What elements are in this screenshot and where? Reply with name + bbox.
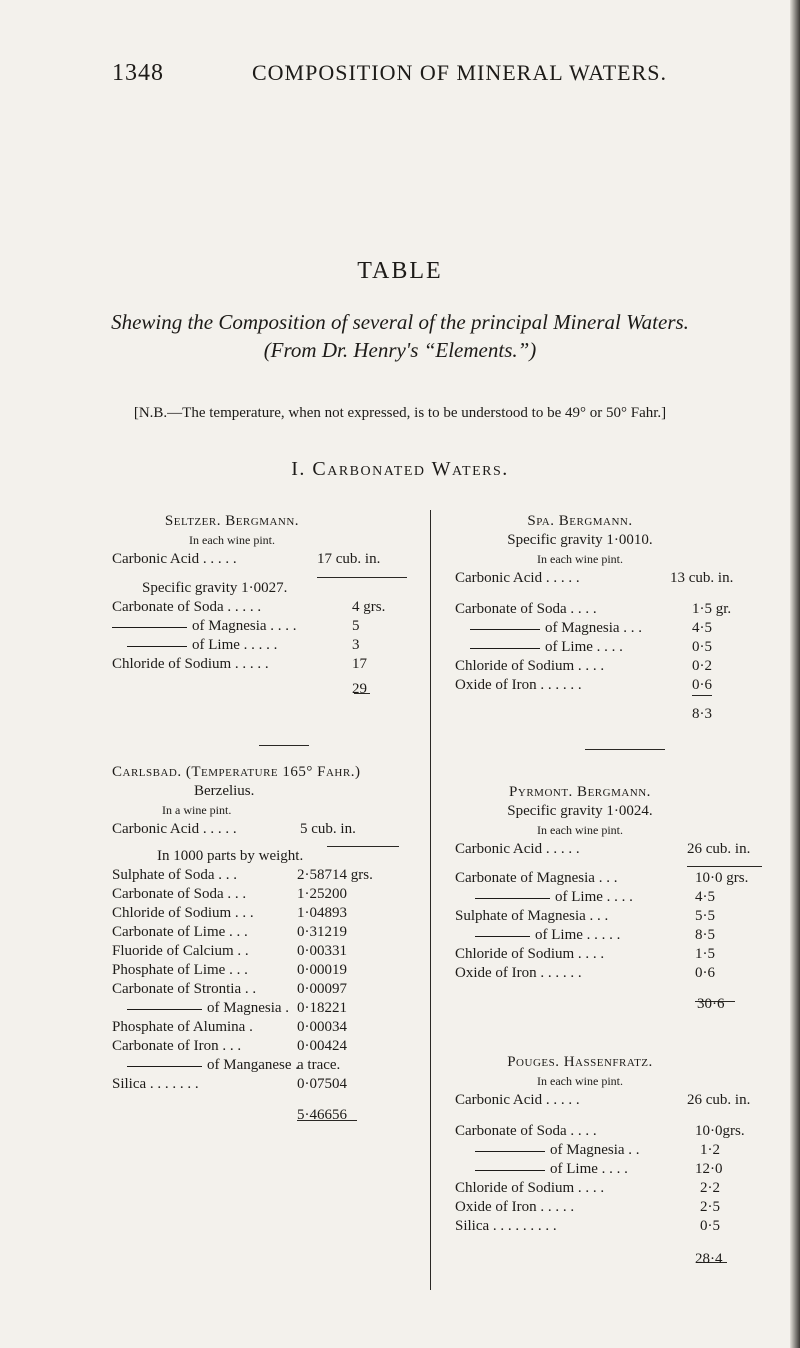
spa-row [455,676,775,695]
spa-row-label: of Lime . . . . [545,639,623,655]
pouges-row [455,1198,775,1217]
spa-gravity: Specific gravity 1·0010. [507,532,653,548]
carlsbad-row [112,942,422,961]
spa-row-label: Chloride of Sodium . . . . [455,658,605,674]
pyrmont-row [455,888,775,907]
carlsbad-row-value: 0·00097 [297,981,347,997]
spa-total-rule [692,695,712,696]
table-title: TABLE [357,258,443,284]
seltzer-rule [317,577,407,578]
page-edge-shadow [790,0,800,1348]
pyrmont-total-row [455,995,775,1014]
pyrmont-row-value: 1·5 [695,946,715,962]
seltzer-row-label: of Lime . . . . . [192,637,278,653]
pouges-row-value: 10·0grs. [695,1123,745,1139]
seltzer-row-label: of Magnesia . . . . [192,618,297,634]
carlsbad-row-value: 0·00034 [297,1019,347,1035]
pouges-row-label: Chloride of Sodium . . . . [455,1180,605,1196]
carlsbad-parts-row [112,847,422,866]
pyrmont-row [455,869,775,888]
pouges-acid-value: 26 cub. in. [687,1092,751,1108]
ditto-dash [475,1151,545,1152]
pouges-row [455,1141,775,1160]
carlsbad-row-label: Phosphate of Alumina . [112,1019,253,1035]
carlsbad-acid-value: 5 cub. in. [300,821,356,837]
seltzer-row [112,636,412,655]
seltzer-gravity-row [112,579,412,598]
carlsbad-row-value: 1·25200 [297,886,347,902]
pyrmont-acid-value: 26 cub. in. [687,841,751,857]
seltzer-total: 29 [352,681,367,697]
carlsbad-row [112,866,422,885]
carlsbad-row [112,1075,422,1094]
carlsbad-row [112,961,422,980]
pyrmont-row-label: Sulphate of Magnesia . . . [455,908,609,924]
carlsbad-row-label: of Manganese . [207,1057,300,1073]
carlsbad-row-value: a trace. [297,1057,341,1073]
pyrmont-rule [687,866,762,867]
carlsbad-row [112,999,422,1018]
pyrmont-row [455,964,775,983]
seltzer-row [112,617,412,636]
carlsbad-row-label: Phosphate of Lime . . . [112,962,248,978]
pyrmont-total: 30·6 [697,996,725,1012]
spa-row-value: 4·5 [692,620,712,636]
carlsbad-row-label: Chloride of Sodium . . . [112,905,254,921]
carlsbad-row-label: Sulphate of Soda . . . [112,867,237,883]
running-head: COMPOSITION OF MINERAL WATERS. [252,60,668,85]
subtitle-line-1: Shewing the Composition of several of the principal Mineral Waters. [111,310,689,334]
spa-row-value: 0·2 [692,658,712,674]
carlsbad-row-value: 0·00331 [297,943,347,959]
pyrmont-row [455,926,775,945]
carlsbad-row-label: Carbonate of Iron . . . [112,1038,242,1054]
pouges-measure: In each wine pint. [537,1074,623,1088]
seltzer-row [112,655,412,674]
pyrmont-row-label: Chloride of Sodium . . . . [455,946,605,962]
spa-row-value: 0·5 [692,639,712,655]
spa-row [455,657,775,676]
pouges-row [455,1160,775,1179]
pouges-row-value: 2·2 [700,1180,720,1196]
spa-row-value: 1·5 gr. [692,601,732,617]
pouges-heading: Pouges. Hassenfratz. [507,1054,653,1070]
carlsbad-row-label: Carbonate of Strontia . . [112,981,257,997]
spa-row-label: Carbonate of Soda . . . . [455,601,597,617]
ditto-dash [475,898,550,899]
ditto-dash [127,1066,202,1067]
spa-row-label: Oxide of Iron . . . . . . [455,677,582,693]
carlsbad-parts: In 1000 parts by weight. [157,848,304,864]
spa-block [455,512,775,724]
carlsbad-row [112,1018,422,1037]
section-title: I. Carbonated Waters. [291,458,509,480]
ditto-dash [127,1009,202,1010]
carlsbad-author: Berzelius. [194,783,255,799]
carlsbad-row [112,1037,422,1056]
pyrmont-row-value: 8·5 [695,927,715,943]
carlsbad-block [112,763,422,1125]
pyrmont-measure: In each wine pint. [537,823,623,837]
carlsbad-row-value: 0·00424 [297,1038,347,1054]
seltzer-total-row [112,680,412,699]
pyrmont-row-value: 5·5 [695,908,715,924]
pyrmont-row [455,907,775,926]
carlsbad-total-row [112,1106,422,1125]
carlsbad-row-label: Carbonate of Soda . . . [112,886,247,902]
ditto-dash [475,1170,545,1171]
spa-end-rule [585,749,665,750]
seltzer-row-value: 3 [352,637,360,653]
pyrmont-row-value: 10·0 grs. [695,870,749,886]
carlsbad-row-label: Silica . . . . . . . [112,1076,199,1092]
pyrmont-heading: Pyrmont. Bergmann. [509,784,651,800]
seltzer-block [112,512,412,699]
seltzer-gravity: Specific gravity 1·0027. [142,580,288,596]
carlsbad-row-value: 0·31219 [297,924,347,940]
spa-measure: In each wine pint. [537,552,623,566]
carlsbad-heading: Carlsbad. (Temperature 165° Fahr.) [112,764,361,780]
seltzer-row [112,598,412,617]
ditto-dash [475,936,530,937]
pouges-row-value: 12·0 [695,1161,723,1177]
pouges-acid-label: Carbonic Acid . . . . . [455,1092,580,1108]
ditto-dash [470,648,540,649]
seltzer-row-value: 5 [352,618,360,634]
spa-heading: Spa. Bergmann. [527,513,633,529]
ditto-dash [112,627,187,628]
ditto-dash [127,646,187,647]
pouges-total: 28·4 [695,1251,723,1267]
pyrmont-row-value: 0·6 [695,965,715,981]
pyrmont-row-value: 4·5 [695,889,715,905]
carlsbad-row [112,980,422,999]
seltzer-row-value: 4 grs. [352,599,386,615]
ditto-dash [470,629,540,630]
carlsbad-measure-row [112,801,422,820]
pouges-row-label: Carbonate of Soda . . . . [455,1123,597,1139]
seltzer-heading: Seltzer. Bergmann. [164,513,300,529]
carlsbad-acid-row [112,820,422,839]
spa-acid-label: Carbonic Acid . . . . . [455,570,580,586]
pouges-row [455,1217,775,1236]
pouges-row-label: Oxide of Iron . . . . . [455,1199,575,1215]
pouges-acid-row [455,1091,775,1110]
seltzer-end-rule [259,745,309,746]
pyrmont-row-label: Carbonate of Magnesia . . . [455,870,618,886]
pouges-row-label: Silica . . . . . . . . . [455,1218,557,1234]
carlsbad-row [112,1056,422,1075]
pyrmont-row-label: of Lime . . . . . [535,927,621,943]
column-divider [430,510,431,1290]
pouges-row-label: of Lime . . . . [550,1161,628,1177]
seltzer-acid-row [112,550,412,569]
carlsbad-row-value: 0·00019 [297,962,347,978]
subtitle-line-2: (From Dr. Henry's “Elements.”) [263,338,537,362]
pouges-total-row [455,1250,775,1269]
pouges-row [455,1179,775,1198]
spa-total-row [455,705,775,724]
seltzer-measure: In each wine pint. [189,533,275,547]
seltzer-row-label: Carbonate of Soda . . . . . [112,599,262,615]
carlsbad-row-label: Fluoride of Calcium . . [112,943,249,959]
pouges-block [455,1053,775,1269]
pyrmont-row-label: Oxide of Iron . . . . . . [455,965,582,981]
carlsbad-row [112,885,422,904]
carlsbad-row-label: of Magnesia . [207,1000,290,1016]
pouges-row [455,1122,775,1141]
spa-row-label: of Magnesia . . . [545,620,643,636]
carlsbad-row-label: Carbonate of Lime . . . [112,924,248,940]
carlsbad-total: 5·46656 [297,1107,347,1123]
pyrmont-acid-row [455,840,775,859]
carlsbad-acid-label: Carbonic Acid . . . . . [112,821,237,837]
carlsbad-row-value: 1·04893 [297,905,347,921]
seltzer-row-label: Chloride of Sodium . . . . . [112,656,269,672]
spa-acid-value: 13 cub. in. [670,570,734,586]
seltzer-acid-value: 17 cub. in. [317,551,381,567]
pouges-row-value: 0·5 [700,1218,720,1234]
carlsbad-row [112,923,422,942]
temperature-note: [N.B.—The temperature, when not expressed, is to be understood to be 49° or 50° Fahr.] [133,405,667,421]
pyrmont-row-label: of Lime . . . . [555,889,633,905]
pyrmont-block [455,783,775,1014]
carlsbad-row-value: 2·58714 grs. [297,867,373,883]
pyrmont-acid-label: Carbonic Acid . . . . . [455,841,580,857]
spa-row [455,600,775,619]
spa-row [455,619,775,638]
page-number: 1348 [112,60,164,86]
spa-acid-row [455,569,775,588]
carlsbad-row-value: 0·07504 [297,1076,347,1092]
seltzer-row-value: 17 [352,656,367,672]
carlsbad-author-row [112,782,422,801]
spa-row [455,638,775,657]
pouges-row-value: 2·5 [700,1199,720,1215]
carlsbad-row-value: 0·18221 [297,1000,347,1016]
spa-total: 8·3 [692,706,712,722]
carlsbad-measure: In a wine pint. [162,803,232,817]
pouges-row-value: 1·2 [700,1142,720,1158]
pyrmont-gravity: Specific gravity 1·0024. [507,803,653,819]
seltzer-acid-label: Carbonic Acid . . . . . [112,551,237,567]
pyrmont-row [455,945,775,964]
carlsbad-row [112,904,422,923]
pouges-row-label: of Magnesia . . [550,1142,640,1158]
spa-row-value: 0·6 [692,677,712,693]
